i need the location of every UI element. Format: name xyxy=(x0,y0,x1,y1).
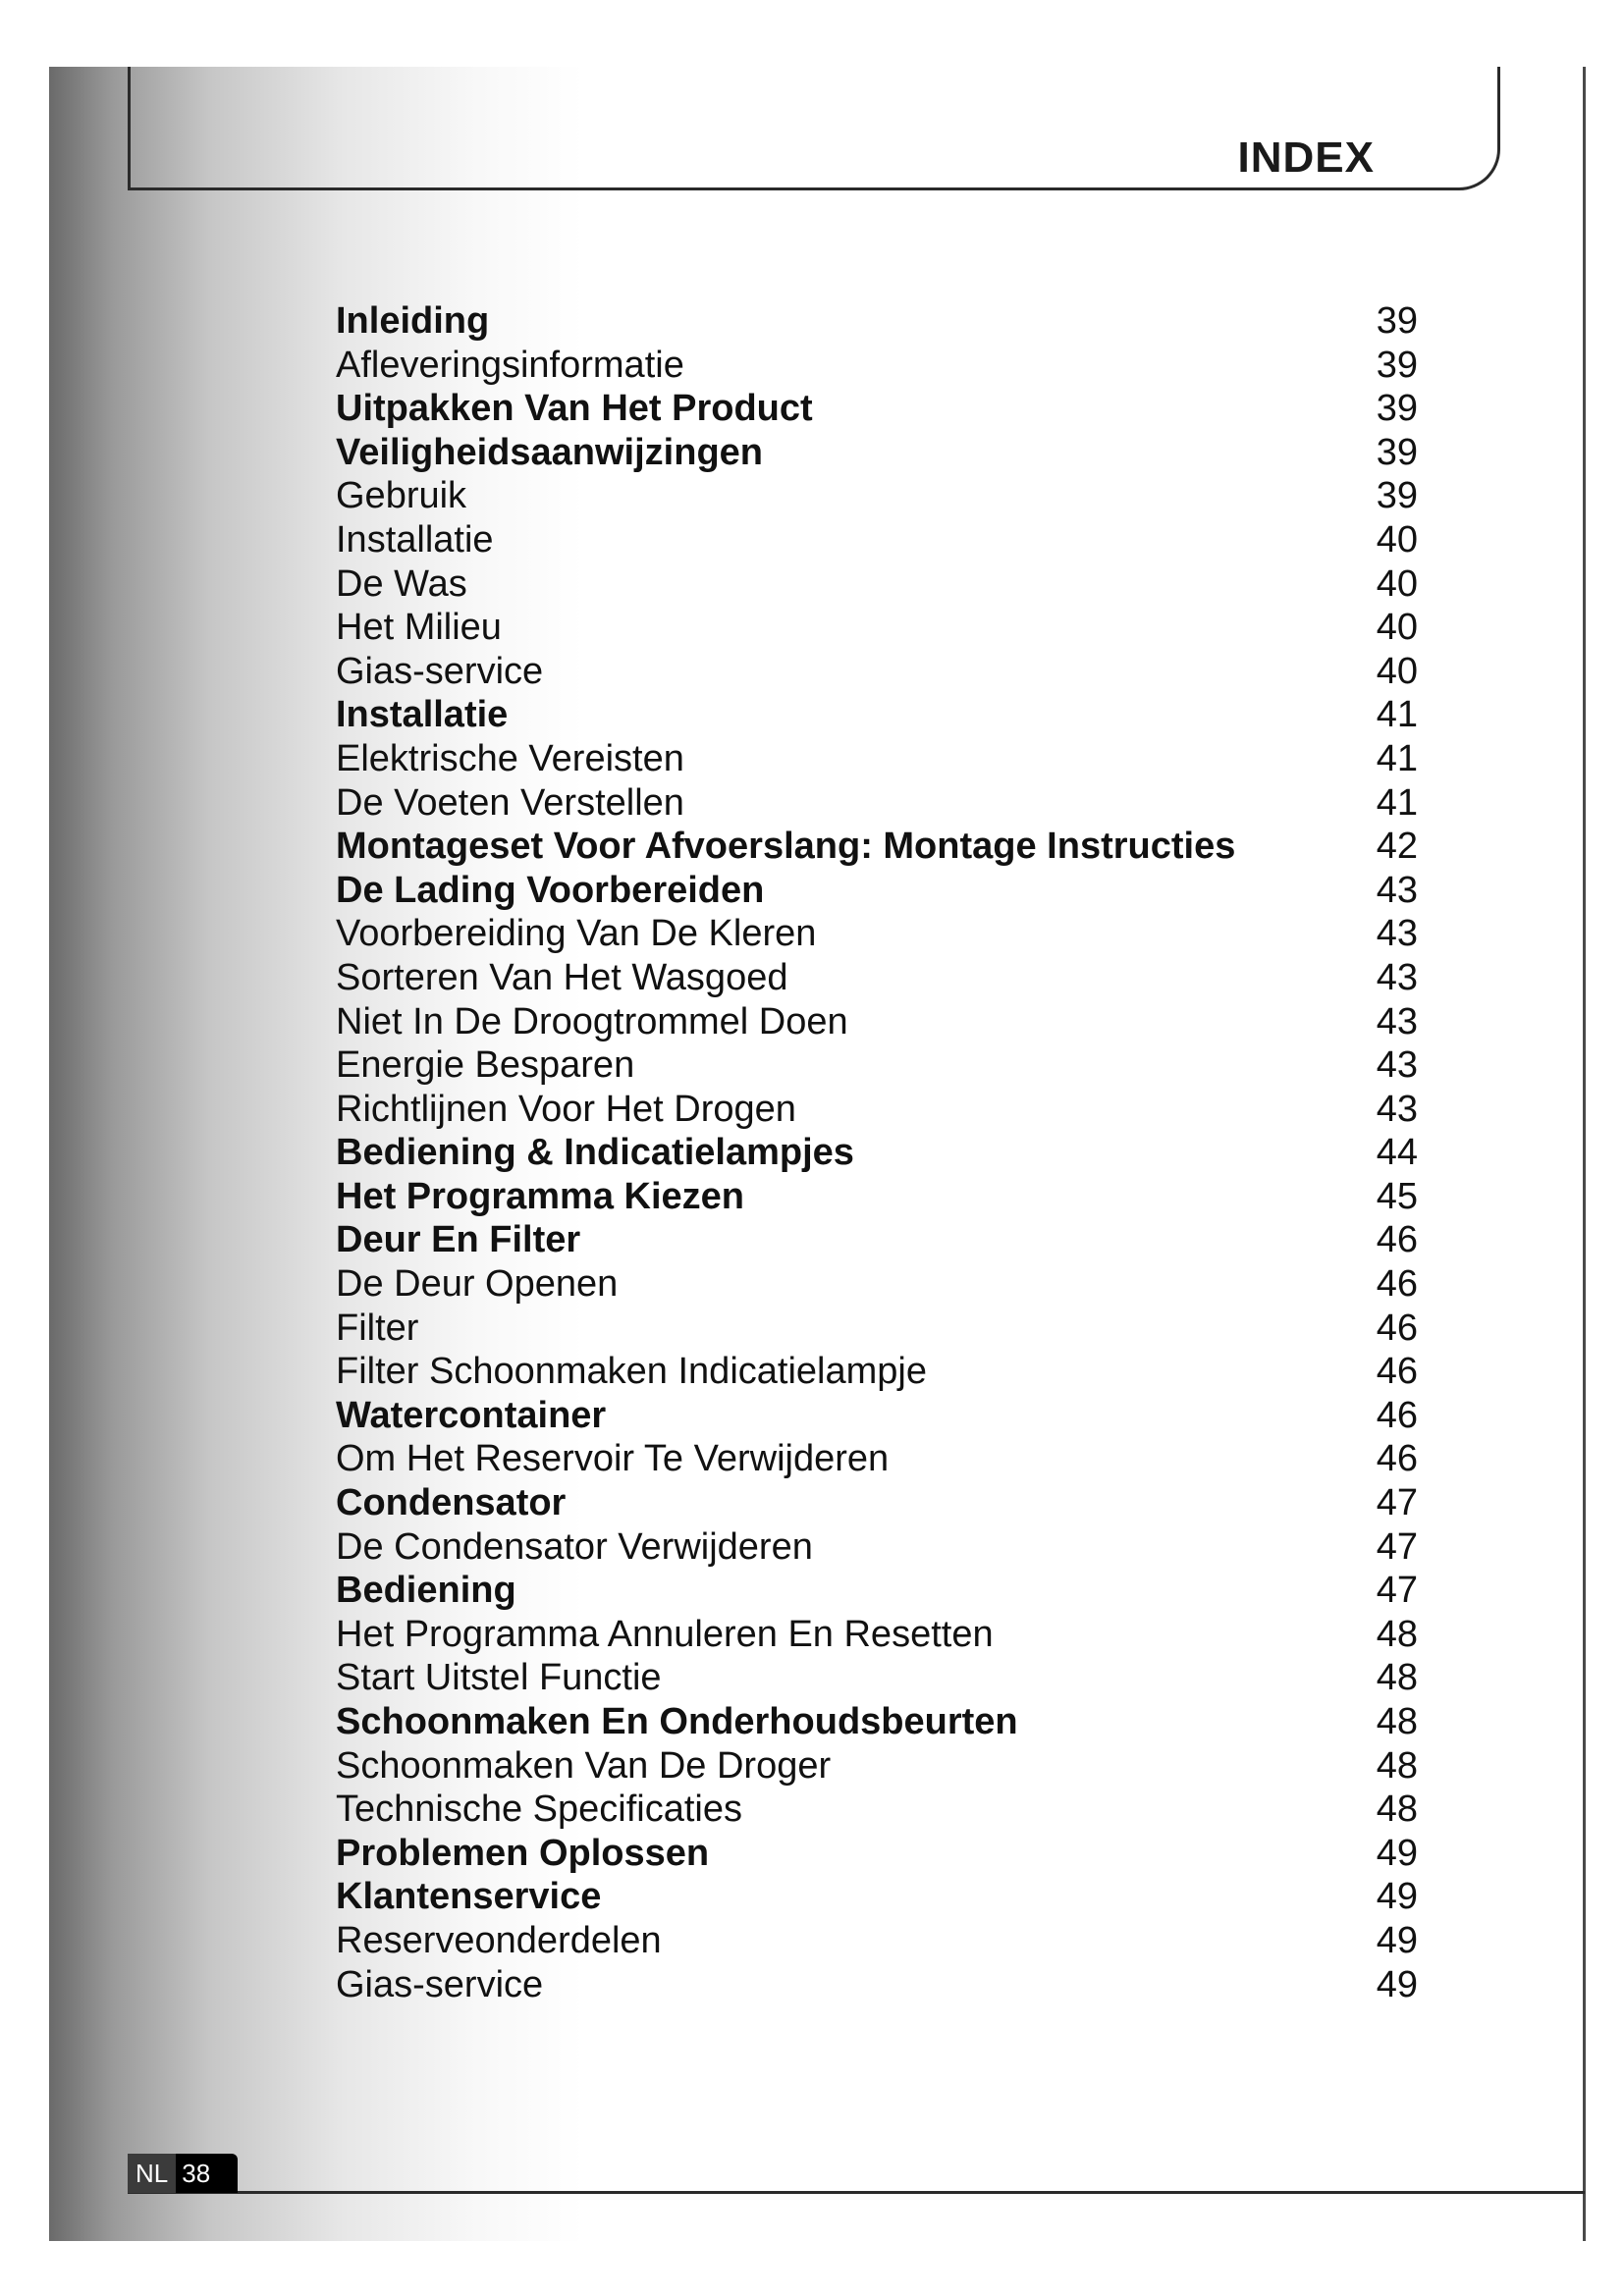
toc-entry[interactable] xyxy=(336,1175,1418,1219)
toc-entry[interactable] xyxy=(336,1963,1418,2007)
toc-entry-label: De Voeten Verstellen xyxy=(336,781,684,824)
toc-entry[interactable] xyxy=(336,1744,1418,1789)
toc-entry-page: 41 xyxy=(1376,737,1418,779)
toc-entry-label: Condensator xyxy=(336,1482,567,1524)
toc-entry[interactable] xyxy=(336,299,1418,344)
toc-entry-page: 43 xyxy=(1376,1044,1418,1087)
toc-entry-page: 48 xyxy=(1376,1789,1418,1831)
toc-entry-page: 46 xyxy=(1376,1351,1418,1393)
toc-entry-label: Inleiding xyxy=(336,300,490,342)
toc-entry-label: De Deur Openen xyxy=(336,1263,619,1306)
toc-entry-page: 47 xyxy=(1376,1525,1418,1568)
toc-entry[interactable] xyxy=(336,1218,1418,1262)
toc-entry-label: Bediening & Indicatielampjes xyxy=(336,1132,854,1174)
toc-entry-page: 46 xyxy=(1376,1263,1418,1306)
toc-entry[interactable] xyxy=(336,1262,1418,1307)
toc-entry[interactable] xyxy=(336,344,1418,388)
toc-entry-label: Start Uitstel Functie xyxy=(336,1657,662,1699)
toc-entry-page: 46 xyxy=(1376,1438,1418,1480)
toc-entry-label: Richtlijnen Voor Het Drogen xyxy=(336,1088,796,1130)
toc-entry-label: Gias-service xyxy=(336,650,544,692)
toc-entry[interactable] xyxy=(336,1350,1418,1394)
toc-entry-page: 45 xyxy=(1376,1175,1418,1217)
toc-entry-page: 46 xyxy=(1376,1307,1418,1349)
toc-entry-label: Installatie xyxy=(336,694,509,736)
toc-entry-label: Schoonmaken En Onderhoudsbeurten xyxy=(336,1701,1018,1742)
table-of-contents xyxy=(336,299,1418,2006)
toc-entry-label: Energie Besparen xyxy=(336,1044,635,1087)
page-badge xyxy=(128,2154,238,2193)
toc-entry[interactable] xyxy=(336,1788,1418,1832)
page-title: INDEX xyxy=(1237,133,1375,182)
toc-entry[interactable] xyxy=(336,1000,1418,1044)
toc-entry-page: 39 xyxy=(1376,344,1418,386)
toc-entry-label: Installatie xyxy=(336,518,494,561)
toc-entry-page: 39 xyxy=(1376,475,1418,517)
toc-entry-label: Elektrische Vereisten xyxy=(336,737,684,779)
right-border-rule xyxy=(1583,67,1586,2241)
toc-entry[interactable] xyxy=(336,737,1418,781)
toc-entry-label: De Condensator Verwijderen xyxy=(336,1525,813,1568)
toc-entry-label: Problemen Oplossen xyxy=(336,1832,710,1874)
toc-entry-page: 40 xyxy=(1376,650,1418,692)
toc-entry[interactable] xyxy=(336,825,1418,869)
toc-entry-label: Het Milieu xyxy=(336,607,502,649)
toc-entry-page: 39 xyxy=(1376,388,1418,430)
toc-entry-page: 48 xyxy=(1376,1657,1418,1699)
toc-entry[interactable] xyxy=(336,474,1418,518)
toc-entry-label: Veiligheidsaanwijzingen xyxy=(336,431,763,473)
toc-entry[interactable] xyxy=(336,1043,1418,1088)
toc-entry-page: 41 xyxy=(1376,781,1418,824)
toc-entry-label: Technische Specificaties xyxy=(336,1789,742,1831)
toc-entry-page: 43 xyxy=(1376,869,1418,911)
toc-entry-label: Deur En Filter xyxy=(336,1219,581,1261)
toc-entry-page: 43 xyxy=(1376,913,1418,955)
toc-entry-label: Watercontainer xyxy=(336,1394,607,1436)
toc-entry[interactable] xyxy=(336,1481,1418,1525)
toc-entry-page: 48 xyxy=(1376,1701,1418,1742)
toc-entry-page: 49 xyxy=(1376,1963,1418,2005)
toc-entry[interactable] xyxy=(336,1394,1418,1438)
footer-rule xyxy=(128,2191,1585,2194)
toc-entry-label: Reserveonderdelen xyxy=(336,1919,662,1961)
toc-entry-page: 40 xyxy=(1376,607,1418,649)
toc-entry[interactable] xyxy=(336,1875,1418,1919)
toc-entry-page: 48 xyxy=(1376,1613,1418,1655)
toc-entry[interactable] xyxy=(336,1700,1418,1744)
toc-entry[interactable] xyxy=(336,518,1418,562)
toc-entry-label: De Was xyxy=(336,562,467,605)
toc-entry-page: 42 xyxy=(1376,826,1418,868)
toc-entry[interactable] xyxy=(336,562,1418,607)
toc-entry-label: Niet In De Droogtrommel Doen xyxy=(336,1000,848,1042)
toc-entry-page: 39 xyxy=(1376,431,1418,473)
toc-entry-page: 48 xyxy=(1376,1744,1418,1787)
toc-entry-label: Montageset Voor Afvoerslang: Montage Instructies xyxy=(336,826,1236,868)
toc-entry[interactable] xyxy=(336,1131,1418,1175)
toc-entry-page: 49 xyxy=(1376,1919,1418,1961)
toc-entry[interactable] xyxy=(336,1525,1418,1570)
toc-entry[interactable] xyxy=(336,387,1418,431)
toc-entry[interactable] xyxy=(336,869,1418,913)
toc-entry[interactable] xyxy=(336,650,1418,694)
toc-entry[interactable] xyxy=(336,1569,1418,1613)
toc-entry-label: Klantenservice xyxy=(336,1876,602,1918)
toc-entry-label: Om Het Reservoir Te Verwijderen xyxy=(336,1438,890,1480)
toc-entry[interactable] xyxy=(336,1613,1418,1657)
toc-entry-page: 43 xyxy=(1376,1088,1418,1130)
toc-entry-label: Gias-service xyxy=(336,1963,544,2005)
toc-entry-page: 47 xyxy=(1376,1482,1418,1524)
toc-entry-page: 43 xyxy=(1376,956,1418,998)
toc-entry-page: 49 xyxy=(1376,1876,1418,1918)
language-code: NL xyxy=(128,2154,176,2193)
toc-entry[interactable] xyxy=(336,1832,1418,1876)
toc-entry[interactable] xyxy=(336,1656,1418,1700)
toc-entry[interactable] xyxy=(336,1437,1418,1481)
toc-entry-page: 41 xyxy=(1376,694,1418,736)
toc-entry[interactable] xyxy=(336,912,1418,956)
toc-entry-label: Het Programma Annuleren En Resetten xyxy=(336,1613,994,1655)
toc-entry[interactable] xyxy=(336,431,1418,475)
toc-entry-page: 49 xyxy=(1376,1832,1418,1874)
toc-entry-label: Afleveringsinformatie xyxy=(336,344,684,386)
toc-entry-page: 43 xyxy=(1376,1000,1418,1042)
toc-entry-label: Gebruik xyxy=(336,475,467,517)
toc-entry-label: Sorteren Van Het Wasgoed xyxy=(336,956,788,998)
toc-entry-label: Bediening xyxy=(336,1570,516,1612)
toc-entry-label: Het Programma Kiezen xyxy=(336,1175,745,1217)
toc-entry[interactable] xyxy=(336,693,1418,737)
toc-entry-page: 46 xyxy=(1376,1394,1418,1436)
toc-entry-page: 44 xyxy=(1376,1132,1418,1174)
toc-entry-label: Filter Schoonmaken Indicatielampje xyxy=(336,1351,927,1393)
toc-entry[interactable] xyxy=(336,606,1418,650)
toc-entry-page: 39 xyxy=(1376,300,1418,342)
toc-entry-page: 46 xyxy=(1376,1219,1418,1261)
page-number: 38 xyxy=(176,2154,238,2193)
toc-entry-page: 40 xyxy=(1376,518,1418,561)
toc-entry[interactable] xyxy=(336,1919,1418,1963)
toc-entry-label: Uitpakken Van Het Product xyxy=(336,388,813,430)
toc-entry-page: 40 xyxy=(1376,562,1418,605)
toc-entry[interactable] xyxy=(336,956,1418,1000)
toc-entry-label: De Lading Voorbereiden xyxy=(336,869,765,911)
toc-entry-label: Schoonmaken Van De Droger xyxy=(336,1744,832,1787)
toc-entry[interactable] xyxy=(336,1088,1418,1132)
toc-entry-page: 47 xyxy=(1376,1570,1418,1612)
toc-entry[interactable] xyxy=(336,1307,1418,1351)
toc-entry-label: Filter xyxy=(336,1307,419,1349)
toc-entry-label: Voorbereiding Van De Kleren xyxy=(336,913,817,955)
toc-entry[interactable] xyxy=(336,781,1418,826)
